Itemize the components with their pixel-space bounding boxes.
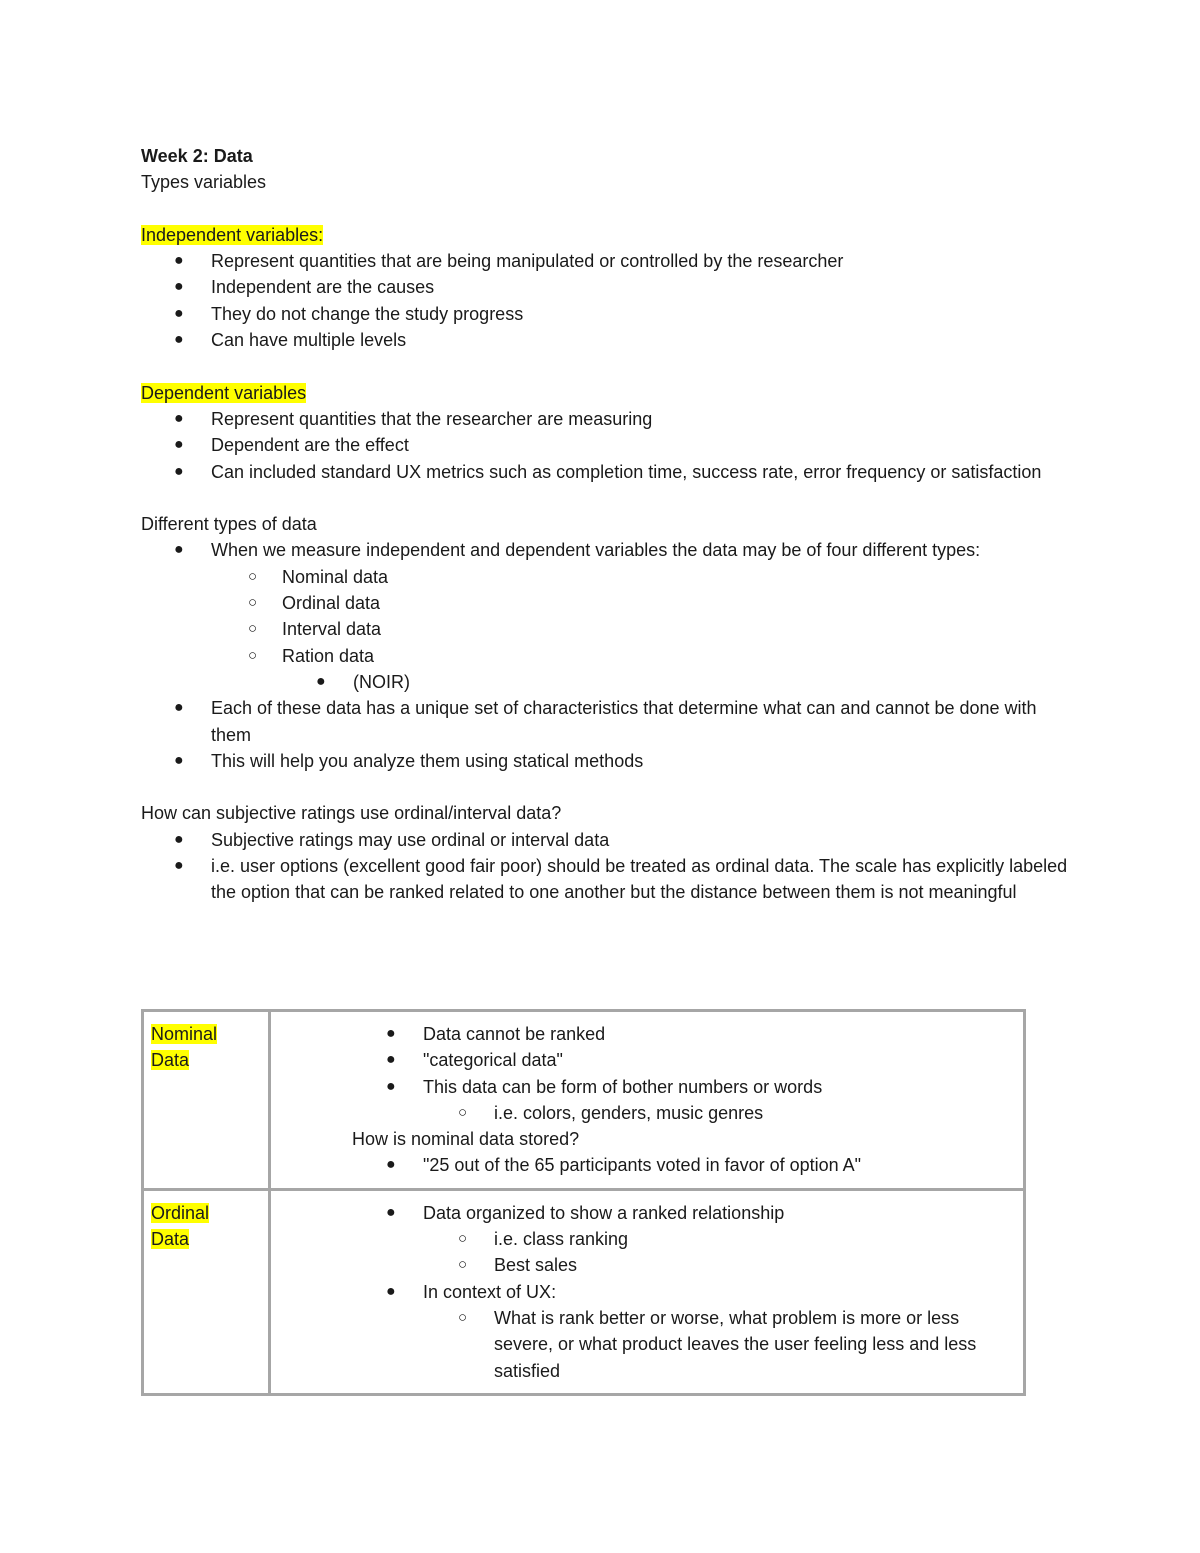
sub-list-item: ○ i.e. colors, genders, music genres (278, 1100, 1016, 1126)
bullet-icon: ● (174, 304, 184, 322)
page-title: Week 2: Data (141, 146, 253, 166)
list-item: ● "categorical data" (278, 1047, 1016, 1073)
bullet-icon: ● (316, 672, 326, 690)
list-item: ● Each of these data has a unique set of characteristics that determine what can and cannot be done with them (141, 695, 1071, 748)
list-item: ● "25 out of the 65 participants voted in favor of option A" (278, 1152, 1016, 1178)
page-subtitle: Types variables (141, 172, 267, 193)
bullet-icon: ● (174, 830, 184, 848)
list-item: ● In context of UX: (278, 1279, 1016, 1305)
bullet-icon: ● (174, 436, 184, 454)
nominal-label-line1: Nominal (151, 1024, 218, 1044)
list-item: ● Data cannot be ranked (278, 1021, 1016, 1047)
independent-heading: Independent variables: (141, 224, 324, 245)
circle-bullet-icon: ○ (248, 646, 258, 664)
spacer (141, 485, 1071, 511)
ratings-heading: How can subjective ratings use ordinal/interval data? (141, 803, 562, 824)
types-heading: Different types of data (141, 514, 317, 535)
bullet-icon: ● (386, 1051, 396, 1069)
circle-bullet-icon: ○ (248, 620, 258, 638)
list-item: ● Dependent are the effect (141, 432, 1071, 458)
table-row-ordinal (143, 1189, 1025, 1394)
ordinal-label-line1: Ordinal (151, 1202, 210, 1223)
bullet-icon: ● (174, 857, 184, 875)
sub-list-item: ○ Ration data (141, 643, 1071, 669)
independent-list (141, 248, 1071, 353)
list-item: ● They do not change the study progress (141, 301, 1071, 327)
types-list (141, 537, 1071, 563)
sub-list-item: ○ Best sales (278, 1252, 1016, 1278)
circle-bullet-icon: ○ (458, 1230, 468, 1248)
sub-list-item: ○ i.e. class ranking (278, 1226, 1016, 1252)
circle-bullet-icon: ○ (458, 1103, 468, 1121)
document-body (141, 143, 1071, 906)
bullet-icon: ● (174, 252, 184, 270)
list-item: ● When we measure independent and dependent variables the data may be of four different types: (141, 537, 1071, 563)
nominal-question: How is nominal data stored? (352, 1129, 580, 1150)
nominal-label-line2: Data (151, 1050, 190, 1071)
sub-sub-list-item: ● (NOIR) (141, 669, 1071, 695)
bullet-icon: ● (386, 1203, 396, 1221)
list-item: ● Represent quantities that are being manipulated or controlled by the researcher (141, 248, 1071, 274)
bullet-icon: ● (386, 1282, 396, 1300)
dependent-heading: Dependent variables (141, 382, 307, 403)
spacer (141, 353, 1071, 379)
sub-list-item: ○ Interval data (141, 616, 1071, 642)
list-item: ● Independent are the causes (141, 274, 1071, 300)
list-item: ● This will help you analyze them using statical methods (141, 748, 1071, 774)
data-types-table (141, 1009, 1026, 1396)
circle-bullet-icon: ○ (248, 594, 258, 612)
circle-bullet-icon: ○ (458, 1308, 468, 1326)
ordinal-label-line2: Data (151, 1229, 190, 1250)
nominal-content-cell (270, 1011, 1025, 1190)
bullet-icon: ● (386, 1025, 396, 1042)
bullet-icon: ● (174, 462, 184, 480)
bullet-icon: ● (386, 1156, 396, 1174)
bullet-icon: ● (174, 331, 184, 349)
list-item: ● Can included standard UX metrics such as completion time, success rate, error frequency or satisfaction (141, 459, 1071, 485)
spacer (141, 196, 1071, 222)
dependent-list (141, 406, 1071, 485)
ordinal-content-cell (270, 1189, 1025, 1394)
ordinal-label-cell (143, 1189, 270, 1394)
bullet-icon: ● (386, 1077, 396, 1095)
sub-list-item: ○ Nominal data (141, 564, 1071, 590)
spacer (141, 774, 1071, 800)
list-item: ● This data can be form of bother numbers or words (278, 1074, 1016, 1100)
bullet-icon: ● (174, 699, 184, 717)
nominal-label-cell (143, 1011, 270, 1190)
list-item: ● Can have multiple levels (141, 327, 1071, 353)
list-item: ● i.e. user options (excellent good fair poor) should be treated as ordinal data. The scale has explicitly labeled the option that can be ranked related to one another but the distance between them is not meaningful (141, 853, 1071, 906)
circle-bullet-icon: ○ (248, 567, 258, 585)
bullet-icon: ● (174, 541, 184, 559)
list-item: ● Data organized to show a ranked relationship (278, 1200, 1016, 1226)
ratings-list (141, 827, 1071, 906)
bullet-icon: ● (174, 278, 184, 296)
circle-bullet-icon: ○ (458, 1256, 468, 1274)
table-row-nominal (143, 1011, 1025, 1190)
bullet-icon: ● (174, 409, 184, 427)
list-item: ● Subjective ratings may use ordinal or interval data (141, 827, 1071, 853)
bullet-icon: ● (174, 751, 184, 769)
types-list-continued (141, 695, 1071, 774)
list-item: ● Represent quantities that the researcher are measuring (141, 406, 1071, 432)
sub-list-item: ○ What is rank better or worse, what problem is more or less severe, or what product leaves the user feeling less and less satisfied (278, 1305, 1016, 1384)
sub-list-item: ○ Ordinal data (141, 590, 1071, 616)
